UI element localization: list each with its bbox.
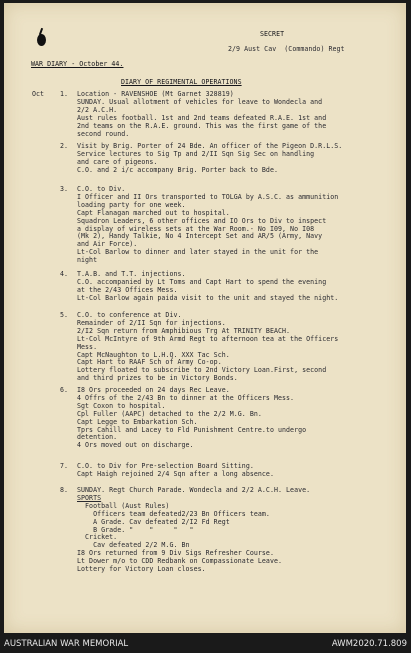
entry-line: SUNDAY. Regt Church Parade. Wondecla and 2/2 A.C.H. Leave. (77, 486, 311, 494)
entry-line: a display of wireless sets at the War Room.- No I09, No I08 (77, 224, 315, 233)
entry-line: I8 Ors returned from 9 Div Sigs Refresher Course. (77, 549, 274, 558)
document-page (4, 3, 406, 633)
entry-line: night (77, 256, 98, 265)
entry-line: 4 Ors moved out on discharge. (77, 441, 194, 450)
entry-line: Lt-Col McIntyre of 9th Armd Regt to afternoon tea at the Officers (77, 334, 339, 343)
entry-line: Squadron Leaders, 6 other offices and IO Ors to Div to inspect (77, 216, 327, 225)
entry-line: Aust rules football. 1st and 2nd teams defeated R.A.E. 1st and (77, 113, 327, 122)
entry-line: 2/2 A.C.H. (77, 105, 118, 114)
entry-line: second round. (77, 129, 130, 138)
secret-marking: SECRET (260, 30, 285, 38)
entry-line: and Air Force). (77, 240, 138, 249)
entry-line: Lt-Col Barlow to dinner and later stayed in the unit for the (77, 248, 319, 257)
entry-line: SUNDAY. Usual allotment of vehicles for leave to Wondecla and (77, 97, 323, 106)
entry-date-number: 2. (60, 142, 69, 150)
entry-line: Officers team defeated2/23 Bn Officers team. (77, 509, 270, 518)
entry-date-number: 4. (60, 270, 69, 278)
entry-line: Capt Haigh rejoined 2/4 Sqn after a long absence. (77, 469, 274, 478)
entry-line: C.O. to conference at Div. (77, 311, 182, 319)
entry-line: Location - RAVENSHOE (Mt Garnet 328819) (77, 90, 234, 98)
entry-line: Cricket. (77, 533, 118, 542)
entry-line: I Officer and II Ors transported to TOLGA by A.S.C. as ammunition (77, 192, 339, 201)
entry-line: and care of pigeons. (77, 157, 158, 166)
entry-line: Football (Aust Rules) (77, 501, 170, 510)
entry-line: I8 Ors proceeded on 24 days Rec Leave. (77, 386, 230, 394)
entry-line: Capt McNaughton to L.H.Q. XXX Tac Sch. (77, 350, 230, 359)
archive-footer (0, 635, 411, 653)
entry-line: Cpl Fuller (AAPC) detached to the 2/2 M.G. Bn. (77, 409, 262, 418)
entry-line: Capt Hart to RAAF Sch of Army Co-op. (77, 358, 222, 367)
entry-line: 2/I2 Sqn return from Amphibious Trg At TRINITY BEACH. (77, 326, 291, 335)
entry-line: C.O. accompanied by Lt Toms and Capt Hart to spend the evening (77, 277, 327, 286)
entry-line: 4 Offrs of the 2/43 Bn to dinner at the Officers Mess. (77, 393, 295, 402)
entry-line: Capt Legge to Embarkation Sch. (77, 417, 198, 426)
entry-line: Service lectures to Sig Tp and 2/II Sqn Sig Sec on handling (77, 149, 315, 158)
entry-line: Sgt Coxon to hospital. (77, 401, 166, 410)
punch-hole-icon (37, 34, 46, 46)
entry-date-number: 5. (60, 311, 69, 319)
entry-line: 2nd teams on the R.A.E. ground. This was the first game of the (77, 121, 327, 130)
entry-line: Lt Dower m/o to CDD Redbank on Compassionate Leave. (77, 557, 283, 566)
entry-line: Remainder of 2/II Sqn for injections. (77, 318, 226, 327)
entry-line: Lt-Col Barlow again paida visit to the unit and stayed the night. (77, 293, 339, 302)
entry-date-number: 6. (60, 386, 69, 394)
entry-line: C.O. to Div for Pre-selection Board Sitting. (77, 462, 254, 470)
entry-line: Tprs Cahill and Lacey to Fld Punishment Centre.to undergo (77, 425, 307, 434)
entry-line: Lottery floated to subscribe to 2nd Victory Loan.First, second (77, 366, 327, 375)
entry-line: Lottery for Victory Loan closes. (77, 565, 206, 573)
entry-line: Visit by Brig. Porter of 24 Bde. An officer of the Pigeon D.R.L.S. (77, 142, 343, 150)
entry-line: B Grade. " " " " (77, 525, 194, 534)
diary-title: WAR DIARY - October 44. (31, 60, 124, 68)
entry-line: Mess. (77, 342, 98, 351)
entry-line: A Grade. Cav defeated 2/I2 Fd Regt (77, 517, 230, 526)
entry-line: C.O. and 2 i/c accompany Brig. Porter back to Bde. (77, 165, 278, 174)
entry-line: (Mk 2), Handy Talkie, No 4 Intercept Set and AR/5 (Army, Navy (77, 232, 323, 241)
entry-line: SPORTS (77, 493, 102, 502)
entry-line: and third prizes to be in Victory Bonds. (77, 374, 238, 383)
entry-line: loading party for one week. (77, 200, 186, 209)
entry-line: Cav defeated 2/2 M.G. Bn (77, 541, 190, 550)
unit-name: 2/9 Aust Cav (Commando) Regt (228, 45, 345, 53)
footer-source: AUSTRALIAN WAR MEMORIAL (4, 639, 129, 649)
entry-line: detention. (77, 433, 118, 442)
entry-date-number: 8. (60, 486, 69, 494)
entry-date-number: 1. (60, 90, 69, 98)
entry-line: Capt Flanagan marched out to hospital. (77, 208, 230, 217)
month-label: Oct (32, 90, 45, 98)
entry-line: C.O. to Div. (77, 185, 126, 193)
footer-reference: AWM2020.71.809 (331, 639, 407, 649)
entry-date-number: 7. (60, 462, 69, 470)
entry-line: T.A.B. and T.T. injections. (77, 270, 186, 278)
diary-subtitle: DIARY OF REGIMENTAL OPERATIONS (121, 78, 242, 86)
entry-line: at the 2/43 Offices Mess. (77, 285, 178, 294)
entry-date-number: 3. (60, 185, 69, 193)
